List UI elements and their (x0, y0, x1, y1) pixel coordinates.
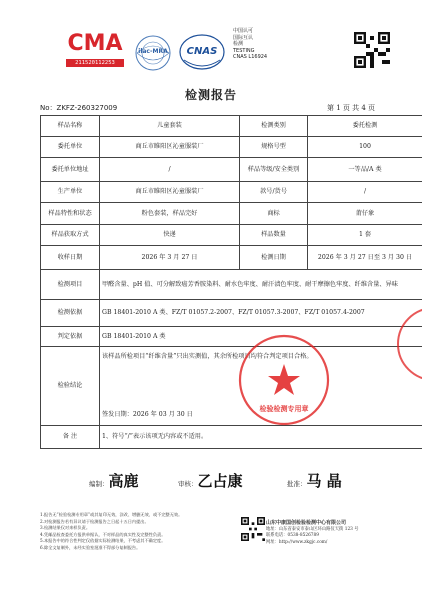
field-value: 100 (308, 137, 422, 158)
field-value: 1 套 (308, 225, 422, 246)
field-label: 生产单位 (41, 182, 100, 203)
footer-qr-code-icon (241, 517, 265, 541)
side-stamp (394, 296, 422, 391)
field-value: 2026 年 3 月 27 日至 3 月 30 日 (308, 246, 422, 270)
field-label: 样品数量 (240, 225, 308, 246)
report-table (40, 115, 422, 449)
stamp-seal-icon (234, 330, 334, 430)
table-row (41, 116, 422, 137)
field-label: 判定依据 (41, 327, 100, 347)
cma-number: 211520112253 (66, 59, 124, 67)
field-label: 备 注 (41, 426, 100, 449)
field-value: 2026 年 3 月 27 日 (100, 246, 240, 270)
table-row (41, 300, 422, 327)
table-row (41, 203, 422, 225)
field-label: 检验结论 (41, 347, 100, 426)
table-row (41, 347, 422, 426)
field-label: 检测日期 (240, 246, 308, 270)
field-label: 样品特性和状态 (41, 203, 100, 225)
report-number: No：ZKFZ-260327009 (40, 104, 118, 112)
ilac-text: ilac-MRA (138, 48, 168, 55)
qr-code-icon (354, 32, 390, 68)
lab-address: 地址：山东省泰安市泰山区环山路仪天街 123 号 (266, 526, 359, 532)
field-label: 样品名称 (41, 116, 100, 137)
approved-by: 批准：马 晶 (287, 472, 342, 490)
accreditation-text: 中国认可 国际互认 检测 TESTING CNAS L16924 (233, 28, 268, 60)
table-row (41, 182, 422, 203)
field-label: 款号/货号 (240, 182, 308, 203)
field-value: / (308, 182, 422, 203)
field-value: 一等品/A 类 (308, 158, 422, 182)
field-label: 检测依据 (41, 300, 100, 327)
side-seal-icon (394, 296, 422, 391)
note-item: 1.报告无“检验检测专用章”或其复印无效，涂改、增删无效、或不完整无效。 (40, 512, 183, 517)
report-notes (40, 512, 240, 551)
lab-phone: 联系电话：0538-8526789 (266, 533, 320, 538)
compiled-by: 编制：高鹿 (89, 472, 139, 490)
cma-letters: CMA (67, 31, 123, 56)
official-stamp (234, 330, 334, 430)
cma-logo (66, 33, 124, 73)
report-title: 检测报告 (184, 88, 237, 102)
field-label: 商标 (240, 203, 308, 225)
field-value: 粉色套装，样品完好 (100, 203, 240, 225)
field-label: 样品获取方式 (41, 225, 100, 246)
note-item: 2.对检测报告若有异议请于检测报告之日起十五日内提出。 (40, 518, 149, 524)
field-label: 检测类别 (240, 116, 308, 137)
page-info: 第 1 页 共 4 页 (327, 104, 376, 112)
test-items-value: 甲醛含量、pH 值、可分解致癌芳香胺染料、耐水色牢度、耐汗渍色牢度、耐干摩擦色牢度、纤维含量、异味 (100, 270, 422, 300)
table-row (41, 426, 422, 449)
table-row (41, 246, 422, 270)
field-value: 委托检测 (308, 116, 422, 137)
judgement-basis-value: GB 18401-2010 A 类 (100, 327, 422, 347)
field-label: 收样日期 (41, 246, 100, 270)
remark-value: 1、符号“/”表示该项无内容或不适用。 (100, 426, 422, 449)
field-label: 规格号型 (240, 137, 308, 158)
note-item: 4.凭邮品检查委托方报供单据认，不对样品的真实性及完整性负责。 (40, 531, 166, 537)
conclusion-text: 该样品所检项目“纤维含量”只出实测值，其余所检项目均符合判定项目合格。 (102, 353, 313, 360)
issue-date: 签发日期：2026 年 03 月 30 日 (102, 411, 193, 418)
reviewed-by: 审核：乙占康 (178, 472, 243, 490)
table-row (41, 158, 422, 182)
table-row (41, 327, 422, 347)
lab-website[interactable]: 网址：http://www.zkgjc.com/ (266, 539, 328, 545)
field-value: 商丘市睢阳区沁童服装厂 (100, 137, 240, 158)
field-value: 商丘市睢阳区沁童服装厂 (100, 182, 240, 203)
field-value: 莆仔象 (308, 203, 422, 225)
test-basis-value: GB 18401-2010 A 类、FZ/T 01057.2-2007、FZ/T 01057.3-2007、FZ/T 01057.4-2007 (100, 300, 422, 327)
lab-name: 山东中康国创检验检测中心有限公司 (266, 520, 347, 526)
field-label: 样品等级/安全类别 (240, 158, 308, 182)
ilac-mra-logo (133, 33, 173, 73)
field-value: / (100, 158, 240, 182)
stamp-text: 检验检测专用章 (259, 404, 309, 413)
field-value: 快递 (100, 225, 240, 246)
note-item: 3.检测结果仅对来样负责。 (40, 525, 91, 530)
field-label: 委托单位 (41, 137, 100, 158)
compiled-signature: 高鹿 (108, 472, 139, 490)
note-item: 5.本报告中的符合性判定仅依据实际检测结果，不考虑其不确定度。 (40, 538, 166, 543)
field-label: 委托单位地址 (41, 158, 100, 182)
cnas-logo (178, 30, 226, 74)
approved-signature: 马 晶 (306, 472, 342, 490)
reviewed-signature: 乙占康 (197, 472, 243, 490)
table-row (41, 270, 422, 300)
field-label: 检测项目 (41, 270, 100, 300)
field-value: 儿童套装 (100, 116, 240, 137)
cnas-text: CNAS (186, 46, 218, 57)
table-row (41, 225, 422, 246)
lab-info (266, 520, 416, 546)
note-item: 6.除全文复制外，未经实验室批准不得部分复制报告。 (40, 544, 141, 550)
table-row (41, 137, 422, 158)
